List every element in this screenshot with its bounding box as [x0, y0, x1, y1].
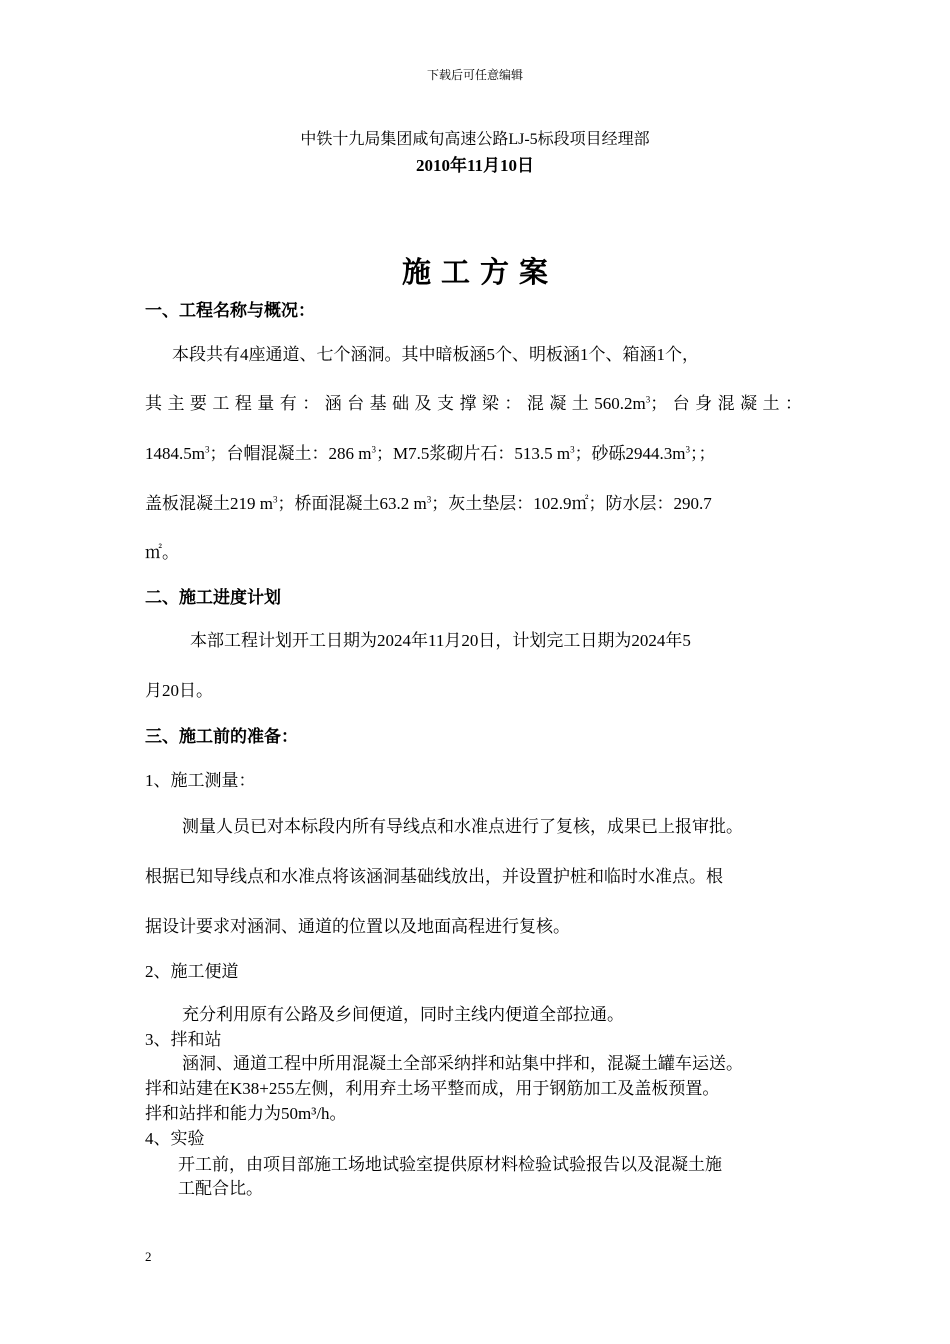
section-1-heading: 一、工程名称与概况： — [145, 301, 315, 320]
section-1-line-5: ㎡。 — [145, 543, 179, 562]
subsection-4-line-1: 开工前，由项目部施工场地试验室提供原材料检验试验报告以及混凝土施 — [178, 1155, 722, 1174]
subsection-1-line-1: 测量人员已对本标段内所有导线点和水准点进行了复核，成果已上报审批。 — [182, 817, 743, 836]
subsection-3-line-3: 拌和站拌和能力为50m³/h。 — [145, 1104, 347, 1123]
section-3-heading: 三、施工前的准备： — [145, 727, 298, 746]
section-1-line-1: 本段共有4座通道、七个涵洞。其中暗板涵5个、明板涵1个、箱涵1个， — [172, 345, 699, 364]
section-1-line-3: $1484.5m^3$；台帽混凝土：286 $m^3$；M7.5浆砌片石：513.5 $m^3$；砂砾$2944.3m^3$；； — [145, 444, 716, 463]
subsection-4-title: 4、实验 — [145, 1129, 205, 1148]
document-date: 2010年11月10日 — [415, 156, 535, 175]
subsection-1-line-2: 根据已知导线点和水准点将该涵洞基础线放出，并设置护桩和临时水准点。根 — [145, 867, 723, 886]
subsection-2-title: 2、施工便道 — [145, 962, 239, 981]
subsection-2-line-1: 充分利用原有公路及乡间便道，同时主线内便道全部拉通。 — [182, 1005, 624, 1024]
section-2-heading: 二、施工进度计划 — [145, 588, 281, 607]
section-2-line-1: 本部工程计划开工日期为2024年11月20日，计划完工日期为2024年5 — [190, 631, 691, 650]
subsection-3-line-1: 涵洞、通道工程中所用混凝土全部采纳拌和站集中拌和，混凝土罐车运送。 — [182, 1054, 743, 1073]
subsection-4-line-2: 工配合比。 — [178, 1179, 263, 1198]
organization-name: 中铁十九局集团咸旬高速公路LJ-5标段项目经理部 — [300, 131, 650, 148]
subsection-1-title: 1、施工测量： — [145, 771, 256, 790]
subsection-1-line-3: 据设计要求对涵洞、通道的位置以及地面高程进行复核。 — [145, 917, 570, 936]
section-2-line-2: 月20日。 — [145, 681, 213, 700]
subsection-3-line-2: 拌和站建在K38+255左侧，利用弃土场平整而成，用于钢筋加工及盖板预置。 — [145, 1079, 720, 1098]
page-number: 2 — [145, 1249, 152, 1264]
section-1-line-4: 盖板混凝土219 $m^3$；桥面混凝土63.2 $m^3$；灰土垫层：102.9㎡；防水层：290.7 — [145, 494, 712, 513]
section-1-line-2: 其主要工程量有：涵台基础及支撑梁：混凝土$560.2m^3$；台身混凝土： — [145, 394, 802, 413]
subsection-3-title: 3、拌和站 — [145, 1030, 222, 1049]
watermark-text: 下载后可任意编辑 — [426, 68, 523, 82]
page-title: 施工方案 — [401, 257, 558, 289]
